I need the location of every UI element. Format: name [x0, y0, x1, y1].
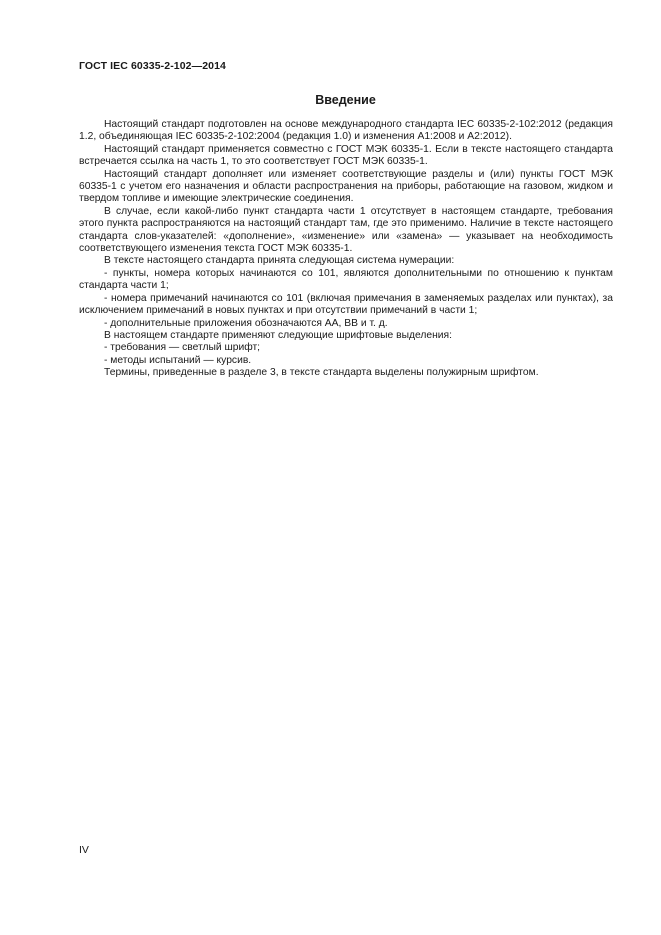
paragraph: Настоящий стандарт дополняет или изменяет соответствующие разделы и (или) пункты ГОСТ МЭК 60335-1 с учетом его назначения и области распространения на приборы, работающие на газовом, жидком и твердом топливе и имеющие электрические соединения. — [79, 168, 613, 205]
list-item: - требования — светлый шрифт; — [104, 342, 261, 354]
document-code-header: ГОСТ IEC 60335-2-102—2014 — [79, 60, 226, 72]
list-item: - пункты, номера которых начинаются со 101, являются дополнительными по отношению к пунктам стандарта части 1; — [79, 267, 613, 292]
paragraph: Настоящий стандарт подготовлен на основе международного стандарта IEC 60335-2-102:2012 (редакция 1.2, объединяющая IEC 60335-2-102:2004 (редакция 1.0) и изменения A1:2008 и A2:2012). — [79, 119, 613, 143]
paragraph: В настоящем стандарте применяют следующие шрифтовые выделения: — [104, 329, 452, 341]
paragraph: Настоящий стандарт применяется совместно с ГОСТ МЭК 60335-1. Если в тексте настоящего стандарта встречается ссылка на часть 1, то это соответствует ГОСТ МЭК 60335-1. — [79, 143, 613, 168]
introduction-body — [79, 119, 613, 380]
list-item: - номера примечаний начинаются со 101 (включая примечания в заменяемых разделах или пунктах), за исключением примечаний в новых пунктах и при отсутствии примечаний в части 1; — [79, 292, 613, 317]
list-item: - дополнительные приложения обозначаются AA, BB и т. д. — [104, 317, 388, 329]
list-item: - методы испытаний — курсив. — [104, 354, 252, 366]
page-number: IV — [79, 844, 89, 856]
paragraph: Термины, приведенные в разделе 3, в тексте стандарта выделены полужирным шрифтом. — [104, 367, 539, 379]
paragraph: В тексте настоящего стандарта принята следующая система нумерации: — [104, 255, 455, 267]
paragraph: В случае, если какой-либо пункт стандарта части 1 отсутствует в настоящем стандарте, требования этого пункта распространяются на настоящий стандарт там, где это применимо. Наличие в тексте настоящего стандарта слов-указателей: «дополнение», «изменение» или «замена» — указывает на необходимость соответствующего изменения текста ГОСТ МЭК 60335-1. — [79, 205, 613, 255]
section-title: Введение — [315, 93, 376, 107]
